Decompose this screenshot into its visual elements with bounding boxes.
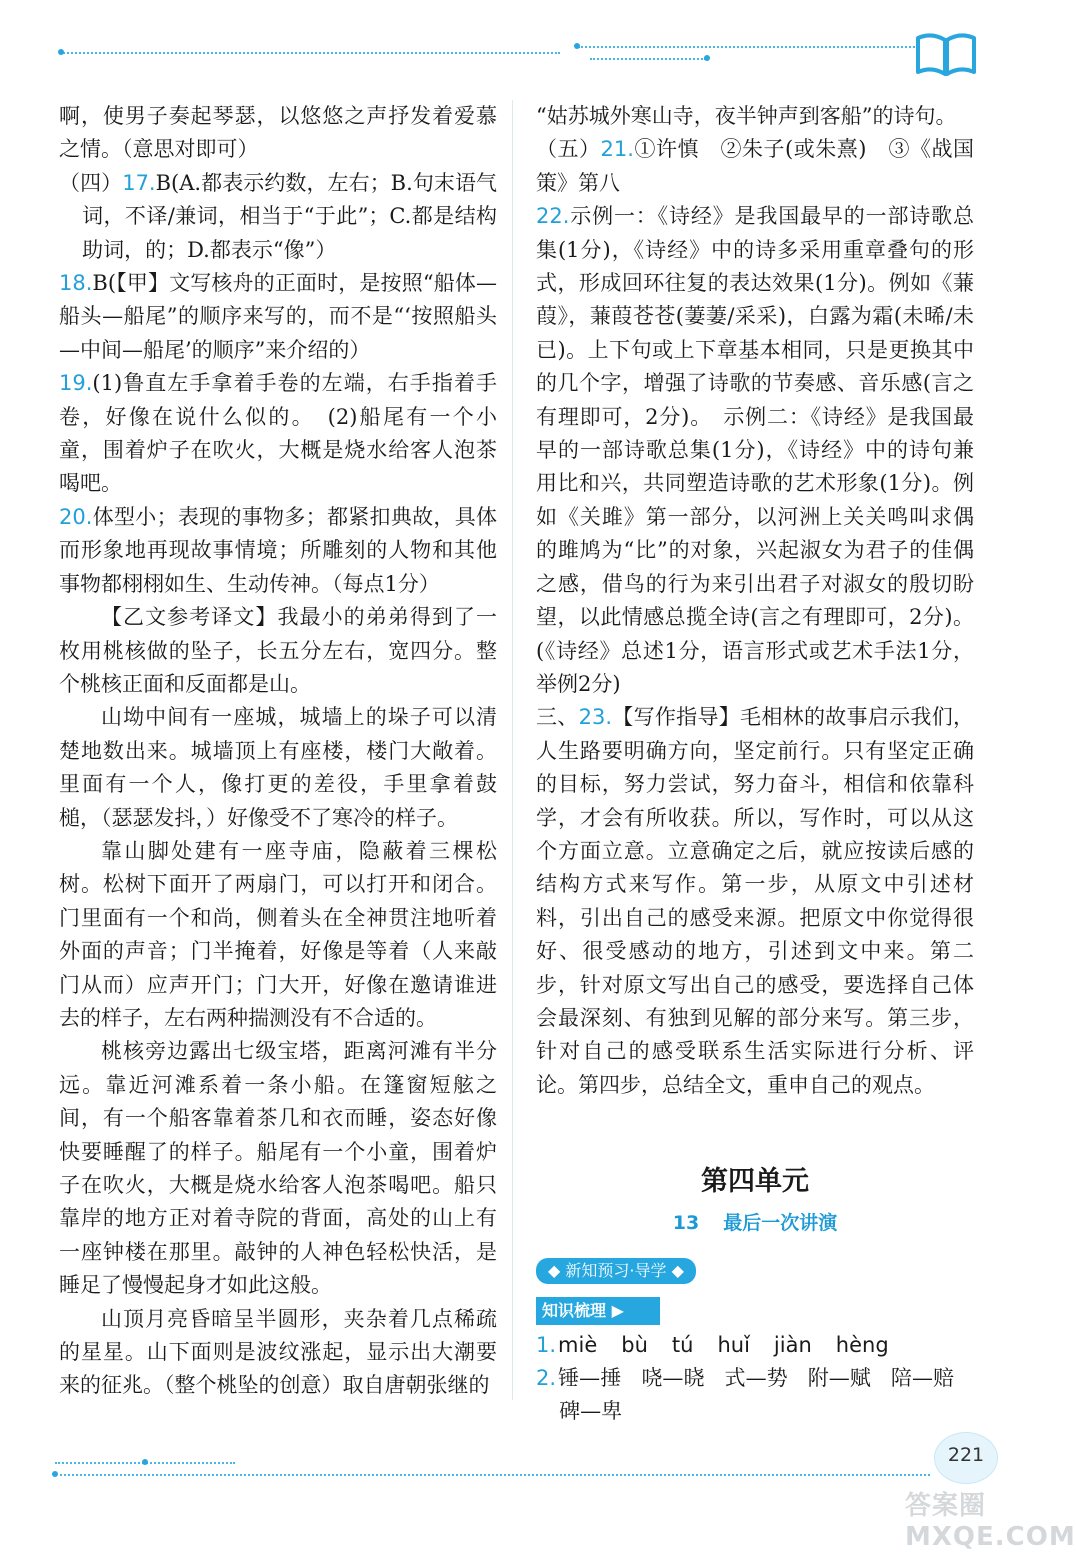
column-divider: [512, 100, 513, 1400]
lesson-name: 最后一次讲演: [723, 1212, 838, 1235]
character-pair: 哓—晓: [641, 1366, 705, 1390]
translation-paragraph: 【乙文参考译文】我最小的弟弟得到了一枚用桃核做的坠子，长五分左右，宽四分。整个桃核正面和反面都是山。: [59, 605, 497, 696]
character-pairs-item: [536, 1362, 974, 1429]
right-column: [536, 100, 974, 1429]
footer-dotted-line-long: [55, 1474, 930, 1476]
question-number: 23.: [578, 705, 612, 730]
footer-dot: [142, 1459, 148, 1465]
pinyin: jiàn: [773, 1332, 812, 1357]
left-column: [59, 100, 497, 1403]
question-number: 2.: [536, 1366, 557, 1390]
page-number-badge: [934, 1432, 998, 1484]
character-pair: 碑—卑: [559, 1399, 623, 1424]
pinyin: miè: [558, 1332, 598, 1357]
question-number: 22.: [536, 204, 570, 229]
character-pair: 式—势: [724, 1366, 788, 1390]
unit-title: 第四单元: [701, 1166, 809, 1198]
answer-text: B(【甲】文写核舟的正面时，是按照“船体—船头—船尾”的顺序来写的，而不是“‘按照船头—中间—船尾’的顺序”来介绍的）: [59, 271, 497, 362]
section-badge: ◆ 新知预习·导学 ◆: [536, 1258, 696, 1284]
answer-20: [59, 501, 497, 601]
answer-text: 示例一：《诗经》是我国最早的一部诗歌总集(1分)，《诗经》中的诗多采用重章叠句的形式，形成回环往复的表达效果(1分)。例如《蒹葭》，蒹葭苍苍(萋萋/采采)，白露为霜(未晞/未已)。上下句或上下章基本相同，只是更换其中的几个字，增强了诗歌的节奏感、音乐感(言之有理即可，2分)。 示例二：《诗经》是我国最早的一部诗歌总集(1分)，《诗经》中的诗句兼用比和兴，共同塑造诗歌的艺术形象(1分)。例如《关雎》第一部分，以河洲上关关鸣叫求偶的雎鸠为“比”的对象，兴起淑女为君子的佳偶之感，借鸟的行为来引出君子对淑女的殷切盼望，以此情感总揽全诗(言之有理即可，2分)。(《诗经》总述1分，语言形式或艺术手法1分，举例2分): [536, 204, 974, 696]
page-number: 221: [947, 1444, 985, 1466]
header-dot: [704, 55, 710, 61]
pinyin-item: [536, 1329, 974, 1362]
lesson-number: 13: [672, 1212, 700, 1235]
translation-paragraph: 山坳中间有一座城，城墙上的垛子可以清楚地数出来。城墙顶上有座楼，楼门大敞着。里面有一个人，像打更的差役，手里拿着鼓槌，（瑟瑟发抖，）好像受不了寒冷的样子。: [59, 705, 497, 830]
lesson-title: [536, 1206, 974, 1240]
pinyin: tú: [671, 1332, 694, 1357]
character-pair: 陪—赔: [890, 1366, 955, 1390]
answer-17: [59, 167, 497, 267]
header-dotted-line-right: [578, 46, 918, 48]
answer-text: 体型小；表现的事物多；都紧扣典故，具体而形象地再现故事情境；所雕刻的人物和其他事物都栩栩如生、生动传神。（每点1分）: [59, 504, 497, 596]
question-number: 17.: [122, 170, 156, 195]
question-number: 20.: [59, 504, 93, 529]
section-marker: （五）: [536, 137, 601, 162]
answer-text: 【写作指导】毛相林的故事启示我们，人生路要明确方向，坚定前行。只有坚定正确的目标，努力尝试，努力奋斗，相信和依靠科学，才会有所收获。所以，写作时，可以从这个方面立意。立意确定之后，就应按读后感的结构方式来写作。第一步，从原文中引述材料，引出自己的感受来源。把原文中你觉得很好、很受感动的地方，引述到文中来。第二步，针对原文写出自己的感受，要选择自己体会最深刻、有独到见解的部分来写。第三步，针对自己的感受联系生活实际进行分析、评论。第四步，总结全文，重申自己的观点。: [536, 705, 975, 1097]
paragraph: “姑苏城外寒山寺，夜半钟声到客船”的诗句。: [536, 104, 957, 128]
answer-text: (1)鲁直左手拿着手卷的左端，右手指着手卷，好像在说什么似的。 (2)船尾有一个小童，围着炉子在吹火，大概是烧水给客人泡茶喝吧。: [59, 371, 497, 496]
answer-19: [59, 367, 497, 501]
watermark: 答案圈 MXQE.COM: [905, 1491, 1076, 1552]
header-dot: [58, 49, 64, 55]
answer-23: [536, 701, 974, 1102]
translation-paragraph: 山顶月亮昏暗呈半圆形，夹杂着几点稀疏的星星。山下面则是波纹涨起，显示出大潮要来的征兆。（整个桃坠的创意）取自唐朝张继的: [59, 1306, 497, 1398]
section-marker: （四）: [59, 170, 123, 195]
subsection-badge: 知识梳理 ▶: [536, 1297, 660, 1325]
translation-paragraph: 桃核旁边露出七级宝塔，距离河滩有半分远。靠近河滩系着一条小船。在篷窗短舷之间，有一个船客靠着茶几和衣而睡，姿态好像快要睡醒了的样子。船尾有一个小童，围着炉子在吹火，大概是烧水给客人泡茶喝吧。船只靠岸的地方正对着寺院的背面，高处的山上有一座钟楼在那里。敲钟的人神色轻松快活，是睡足了慢慢起身才如此这般。: [59, 1039, 497, 1298]
paragraph: 啊，使男子奏起琴瑟，以悠悠之声抒发着爱慕之情。（意思对即可）: [59, 104, 497, 162]
answer-text: B(A.都表示约数，左右；B.句末语气词，不译/兼词，相当于“于此”；C.都是结构助词，的；D.都表示“像”）: [82, 170, 498, 262]
pinyin: hèng: [835, 1332, 889, 1357]
footer-dot: [52, 1471, 58, 1477]
answer-18: [59, 267, 497, 367]
character-pair: 锤—捶: [558, 1366, 622, 1390]
translation-paragraph: 靠山脚处建有一座寺庙，隐蔽着三棵松树。松树下面开了两扇门，可以打开和闭合。门里面有一个和尚，侧着头在全神贯注地听着外面的声音；门半掩着，好像是等着（人来敲门从而）应声开门；门大开，好像在邀请谁进去的样子，左右两种揣测没有不合适的。: [59, 838, 497, 1030]
question-number: 21.: [600, 137, 634, 162]
question-number: 18.: [59, 271, 93, 296]
header-dotted-line-right-lower: [590, 58, 706, 60]
header-dotted-line-left: [60, 52, 560, 54]
pinyin: huǐ: [717, 1332, 750, 1357]
open-book-icon: [914, 30, 978, 78]
section-marker: 三、: [536, 705, 579, 730]
answer-text: ①许慎 ②朱子(或朱熹) ③《战国策》第八: [536, 137, 974, 195]
answer-21: [536, 133, 974, 200]
header-dot: [574, 43, 580, 49]
question-number: 1.: [536, 1332, 557, 1357]
question-number: 19.: [59, 371, 93, 396]
answer-22: [536, 200, 974, 701]
character-pair: 附—赋: [807, 1366, 871, 1390]
pinyin: bù: [621, 1332, 648, 1357]
